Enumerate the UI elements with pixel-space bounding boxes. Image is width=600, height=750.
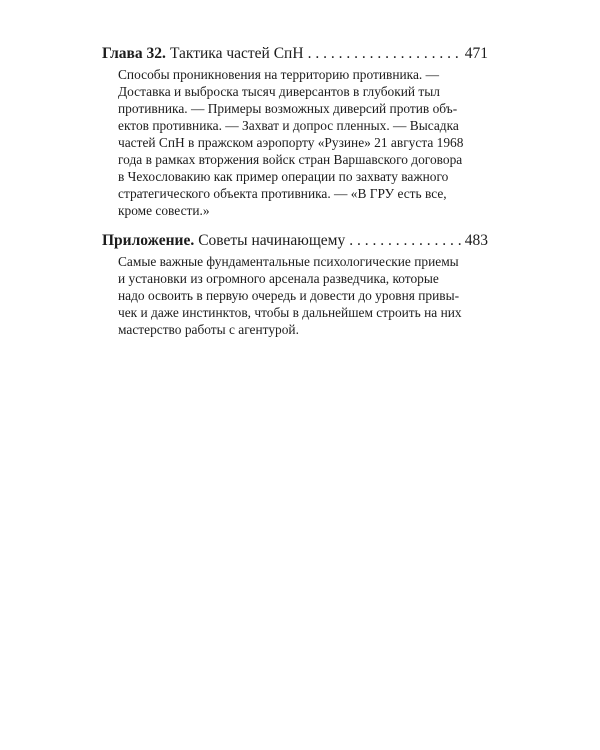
- toc-entry-summary: [118, 66, 488, 219]
- toc-heading: [102, 231, 488, 251]
- summary-line: Способы проникновения на территорию противника. —: [118, 67, 439, 82]
- toc-heading: [102, 44, 488, 64]
- toc-entry-label: Глава 32.: [102, 45, 166, 62]
- summary-line: Доставка и выброска тысяч диверсантов в глубокий тыл: [118, 84, 440, 99]
- toc-page: [102, 44, 488, 350]
- summary-line: в Чехословакию как пример операции по захвату важного: [118, 169, 449, 184]
- summary-line: ектов противника. — Захват и допрос пленных. — Высадка: [118, 118, 459, 133]
- summary-line: частей СпН в пражском аэропорту «Рузине» 21 августа 1968: [118, 135, 464, 150]
- summary-line: чек и даже инстинктов, чтобы в дальнейшем строить на них: [118, 305, 462, 320]
- dot-leader: [308, 44, 463, 64]
- summary-line: мастерство работы с агентурой.: [118, 322, 299, 337]
- dot-leader: [349, 231, 463, 251]
- toc-entry-chapter-32: [102, 44, 488, 219]
- summary-line: стратегического объекта противника. — «В ГРУ есть все,: [118, 186, 447, 201]
- toc-entry-title: Советы начинающему: [198, 232, 346, 249]
- summary-line: года в рамках вторжения войск стран Варшавского договора: [118, 152, 463, 167]
- summary-line: противника. — Примеры возможных диверсий против объ-: [118, 101, 458, 116]
- toc-entry-label: Приложение.: [102, 232, 195, 249]
- toc-entry-summary: [118, 253, 488, 338]
- toc-entry-title: Тактика частей СпН: [169, 45, 304, 62]
- toc-entry-appendix: [102, 231, 488, 338]
- summary-line: кроме совести.»: [118, 203, 210, 218]
- summary-line: Самые важные фундаментальные психологические приемы: [118, 254, 459, 269]
- summary-line: и установки из огромного арсенала разведчика, которые: [118, 271, 439, 286]
- summary-line: надо освоить в первую очередь и довести до уровня привы-: [118, 288, 460, 303]
- toc-page-number: 471: [464, 45, 488, 62]
- toc-page-number: 483: [464, 232, 488, 249]
